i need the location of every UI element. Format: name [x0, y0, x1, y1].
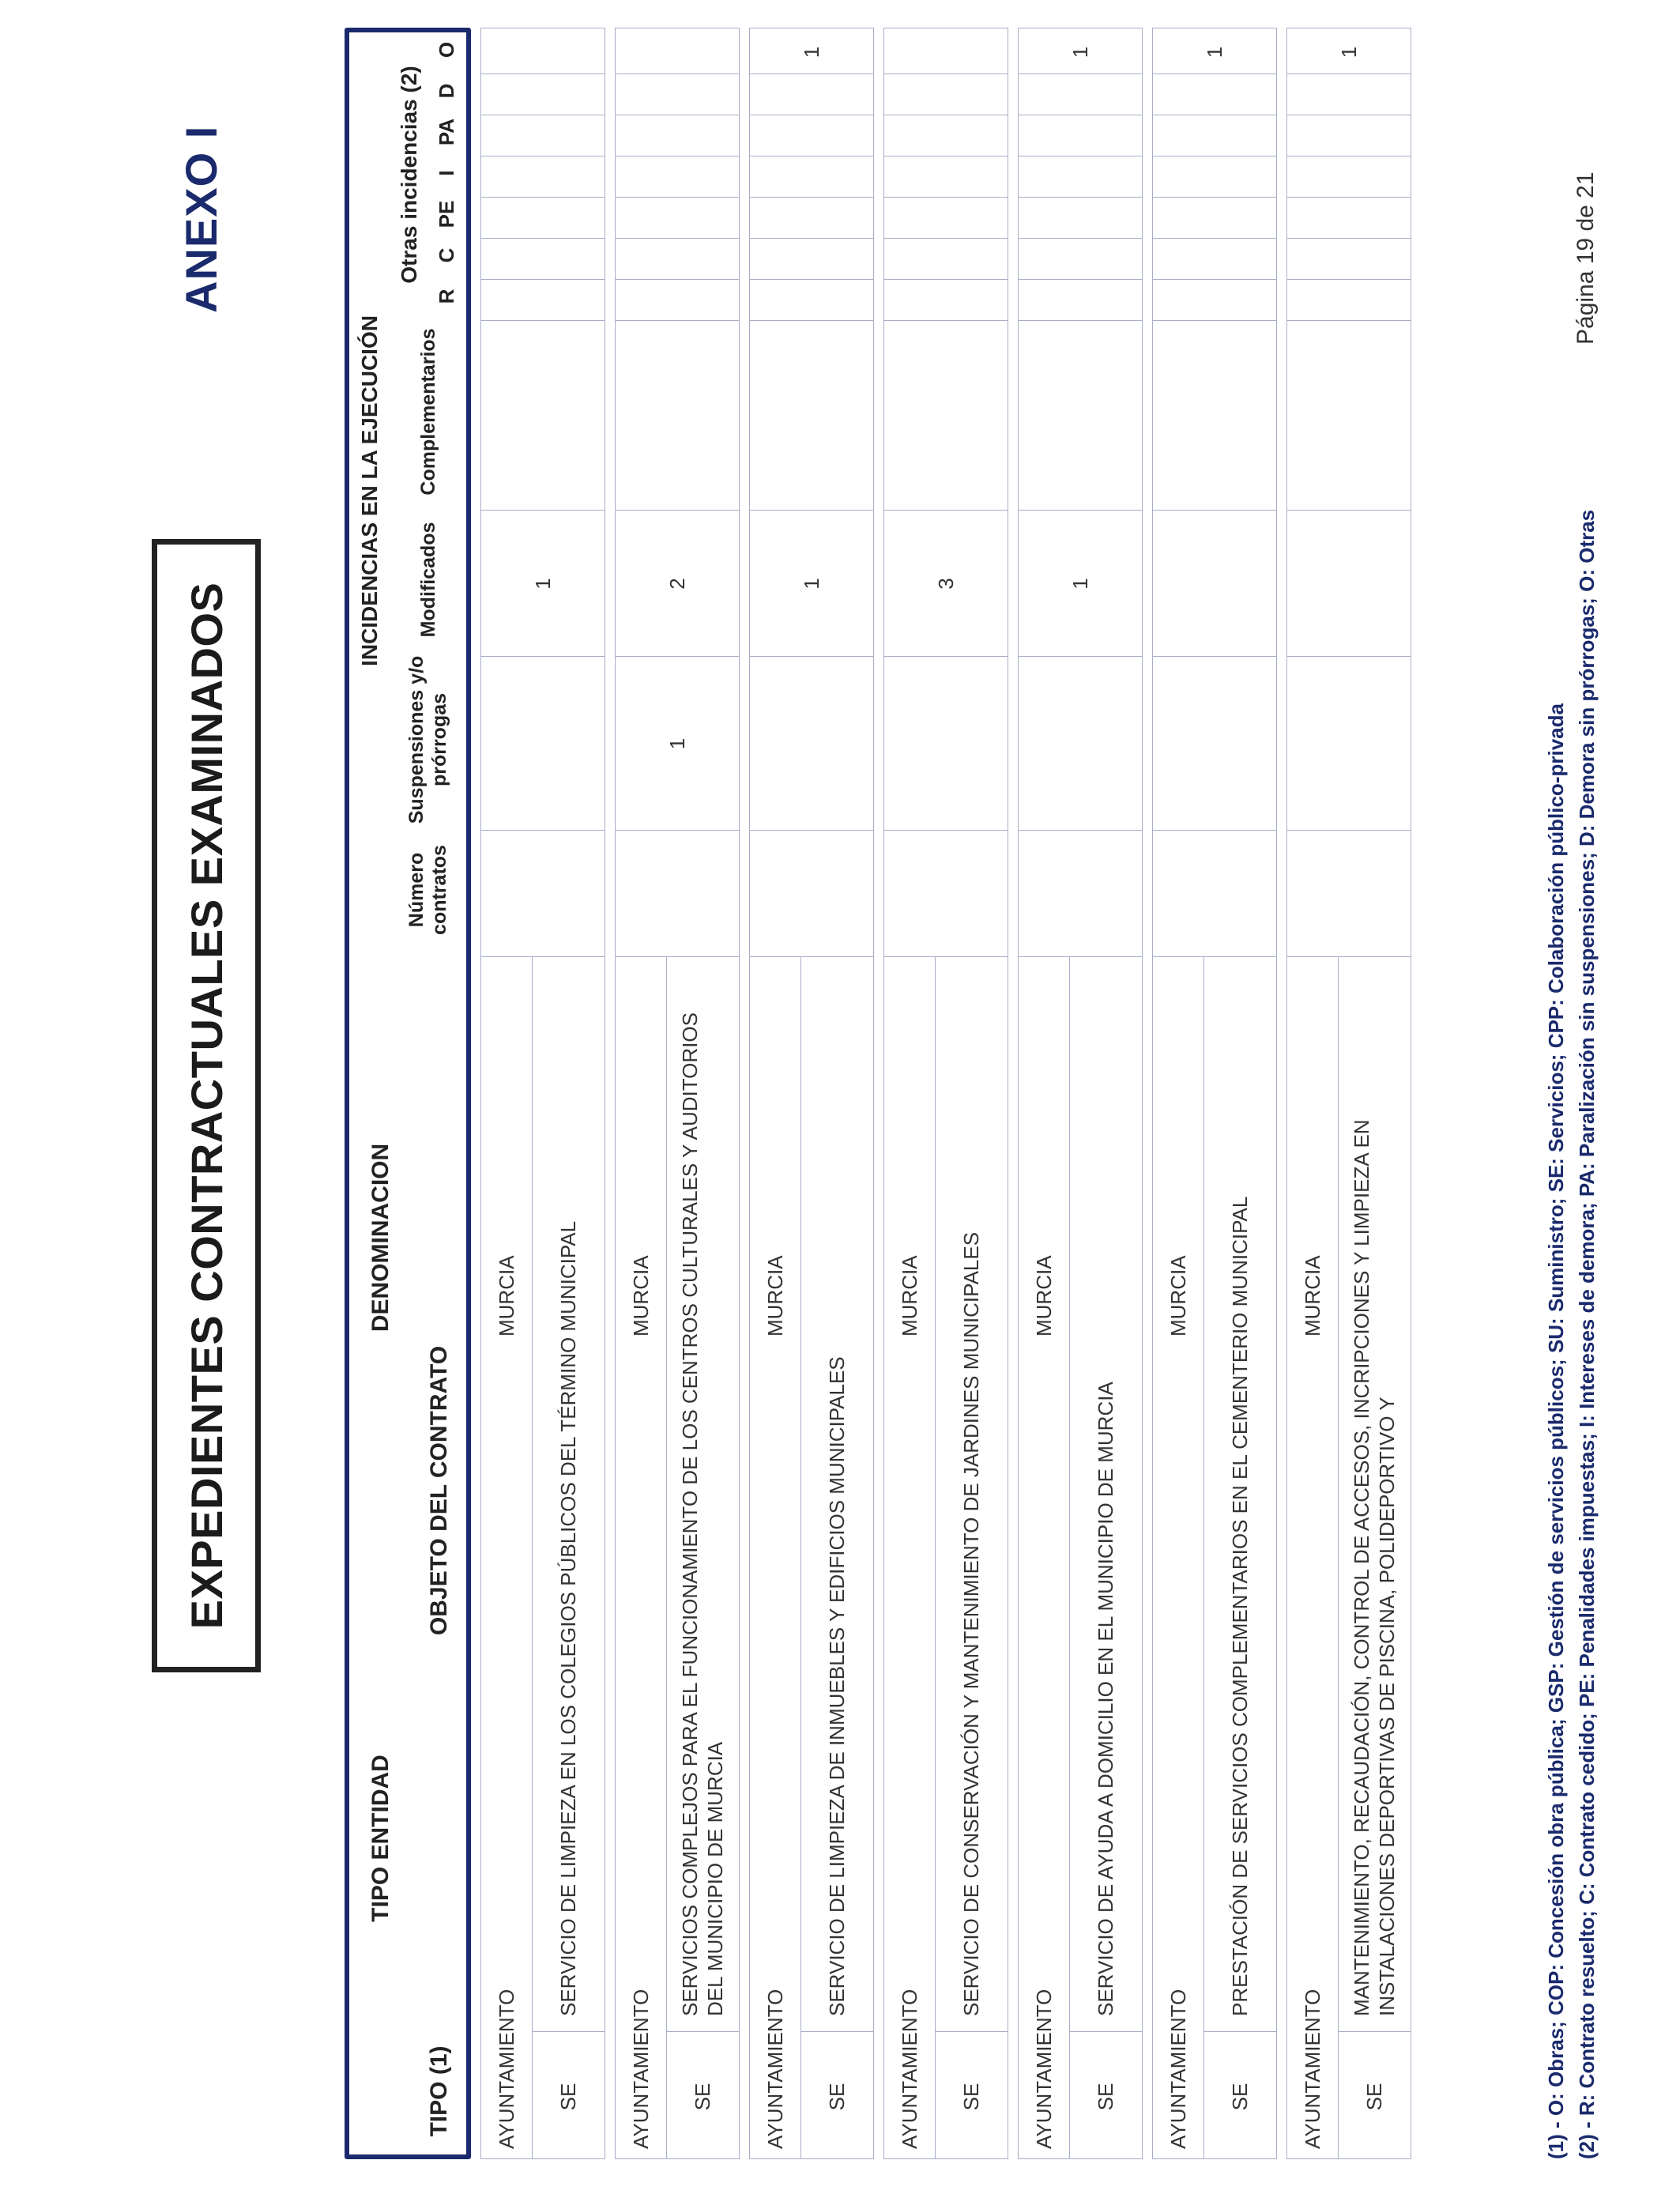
tipo-entidad-cell: AYUNTAMIENTO: [1031, 1989, 1056, 2149]
footnote-1: (1) - O: Obras; COP: Concesión obra pública; GSP: Gestión de servicios públicos; SU: Suministro; SE: Servicios; CPP: Colaboración público-privada: [1544, 703, 1568, 2159]
otras-c-cell: [1287, 239, 1411, 280]
suspensiones-cell: [1287, 657, 1411, 831]
tipo-cell: SE: [1228, 2083, 1252, 2111]
page-number: Página 19 de 21: [1573, 172, 1599, 345]
suspensiones-cell: [1019, 657, 1143, 831]
otras-pe-cell: [884, 198, 1008, 239]
header-col-pe: PE: [435, 200, 459, 228]
header-col-i: I: [435, 170, 459, 176]
objeto-cell: SERVICIO DE LIMPIEZA EN LOS COLEGIOS PÚBLICOS DEL TÉRMINO MUNICIPAL: [556, 1220, 580, 2016]
tipo-cell: SE: [959, 2083, 983, 2111]
column-divider: [800, 2031, 873, 2032]
otras-d-cell: [481, 74, 605, 115]
modificados-cell: [1287, 511, 1411, 657]
tipo-entidad-cell: AYUNTAMIENTO: [628, 1989, 653, 2149]
otras-c-cell: [481, 239, 605, 280]
complementarios-cell: [616, 321, 740, 511]
otras-i-cell: [1153, 156, 1277, 198]
table-row: [1152, 28, 1277, 2159]
otras-o-cell: [884, 30, 1008, 74]
complementarios-cell: [1153, 321, 1277, 511]
header-denominacion: DENOMINACION: [367, 1143, 394, 1333]
otras-r-cell: [750, 280, 874, 321]
tipo-entidad-cell: AYUNTAMIENTO: [494, 1989, 518, 2149]
complementarios-cell: [481, 321, 605, 511]
otras-pa-cell: [1153, 115, 1277, 156]
otras-i-cell: [750, 156, 874, 198]
contracts-table: [345, 25, 1411, 2159]
otras-i-cell: [1019, 156, 1143, 198]
tipo-cell: SE: [1362, 2083, 1386, 2111]
otras-pa-cell: [884, 115, 1008, 156]
table-row: [749, 28, 874, 2159]
suspensiones-cell: 1: [665, 737, 689, 750]
numero-contratos-cell: [750, 831, 874, 957]
tipo-cell: SE: [556, 2083, 580, 2111]
otras-c-cell: [884, 239, 1008, 280]
header-tipo: TIPO (1): [425, 2045, 452, 2137]
denominacion-cell: MURCIA: [1300, 1255, 1324, 1336]
tipo-cell: SE: [691, 2083, 714, 2111]
otras-pa-cell: [1287, 115, 1411, 156]
header-numero-contratos: Número contratos: [405, 845, 450, 935]
modificados-cell: 1: [531, 578, 555, 590]
otras-r-cell: [616, 280, 740, 321]
table-header: [345, 28, 471, 2159]
numero-contratos-cell: [1287, 831, 1411, 957]
row-divider: [935, 957, 936, 2158]
otras-pa-cell: [750, 115, 874, 156]
otras-o-cell: 1: [1203, 46, 1226, 58]
denominacion-cell: MURCIA: [1166, 1255, 1190, 1336]
otras-pe-cell: [1019, 198, 1143, 239]
otras-d-cell: [750, 74, 874, 115]
modificados-cell: 3: [934, 578, 958, 590]
otras-r-cell: [1153, 280, 1277, 321]
tipo-entidad-cell: AYUNTAMIENTO: [897, 1989, 921, 2149]
header-complementarios: Complementarios: [416, 328, 439, 496]
otras-c-cell: [616, 239, 740, 280]
otras-pe-cell: [1287, 198, 1411, 239]
numero-contratos-cell: [616, 831, 740, 957]
page-title: EXPEDIENTES CONTRACTUALES EXAMINADOS: [181, 582, 232, 1630]
otras-c-cell: [1153, 239, 1277, 280]
header-col-d: D: [435, 83, 459, 99]
otras-d-cell: [1019, 74, 1143, 115]
tipo-entidad-cell: AYUNTAMIENTO: [763, 1989, 787, 2149]
otras-pe-cell: [750, 198, 874, 239]
header-objeto: OBJETO DEL CONTRATO: [425, 1345, 452, 1636]
otras-r-cell: [1019, 280, 1143, 321]
header-col-c: C: [435, 247, 459, 263]
row-divider: [800, 957, 801, 2158]
header-col-pa: PA: [435, 118, 459, 146]
objeto-cell: SERVICIO DE CONSERVACIÓN Y MANTENIMIENTO DE JARDINES MUNICIPALES: [959, 1231, 983, 2016]
otras-d-cell: [1287, 74, 1411, 115]
denominacion-cell: MURCIA: [763, 1255, 787, 1336]
objeto-cell: MANTENIMIENTO, RECAUDACIÓN, CONTROL DE ACCESOS, INCRIPCIONES Y LIMPIEZA EN INSTALACIONES DEPORTIVAS DE PISCINA, POLIDEPORTIVO Y: [1350, 1119, 1399, 2016]
denominacion-cell: MURCIA: [494, 1255, 518, 1336]
denominacion-cell: MURCIA: [897, 1255, 921, 1336]
otras-c-cell: [1019, 239, 1143, 280]
complementarios-cell: [1019, 321, 1143, 511]
modificados-cell: 1: [800, 578, 823, 590]
otras-pa-cell: [481, 115, 605, 156]
numero-contratos-cell: [1019, 831, 1143, 957]
denominacion-cell: MURCIA: [1031, 1255, 1056, 1336]
table-row: [1286, 28, 1411, 2159]
denominacion-cell: MURCIA: [628, 1255, 653, 1336]
row-divider: [532, 957, 533, 2158]
table-row: [615, 28, 740, 2159]
tipo-cell: SE: [825, 2083, 849, 2111]
otras-pe-cell: [481, 198, 605, 239]
row-divider: [666, 957, 667, 2158]
tipo-entidad-cell: AYUNTAMIENTO: [1166, 1989, 1190, 2149]
otras-o-cell: 1: [1068, 46, 1092, 58]
table-row: [883, 28, 1008, 2159]
header-modificados: Modificados: [416, 522, 439, 638]
otras-r-cell: [1287, 280, 1411, 321]
otras-c-cell: [750, 239, 874, 280]
table-row: [1018, 28, 1143, 2159]
otras-r-cell: [481, 280, 605, 321]
otras-o-cell: 1: [800, 46, 823, 58]
tipo-entidad-cell: AYUNTAMIENTO: [1300, 1989, 1324, 2149]
otras-o-cell: [616, 30, 740, 74]
column-divider: [1203, 2031, 1276, 2032]
objeto-cell: PRESTACIÓN DE SERVICIOS COMPLEMENTARIOS EN EL CEMENTERIO MUNICIPAL: [1227, 1196, 1252, 2016]
footnote-2: (2) - R: Contrato resuelto; C: Contrato cedido; PE: Penalidades impuestas; I: Intereses de demora; PA: Paralización sin suspensiones; D: Demora sin prórrogas; O: Otras: [1575, 509, 1599, 2159]
tipo-cell: SE: [1094, 2083, 1117, 2111]
title-box: [152, 539, 261, 1672]
objeto-cell: SERVICIO DE AYUDA A DOMICILIO EN EL MUNICIPIO DE MURCIA: [1093, 1382, 1117, 2016]
numero-contratos-cell: [884, 831, 1008, 957]
row-divider: [1203, 957, 1204, 2158]
column-divider: [935, 2031, 1008, 2032]
otras-i-cell: [481, 156, 605, 198]
header-otras-incidencias: Otras incidencias (2): [396, 66, 421, 284]
header-col-o: O: [435, 41, 459, 58]
numero-contratos-cell: [481, 831, 605, 957]
otras-d-cell: [1153, 74, 1277, 115]
otras-o-cell: [481, 30, 605, 74]
header-incidencias: INCIDENCIAS EN LA EJECUCIÓN: [356, 315, 382, 666]
header-tipo-entidad: TIPO ENTIDAD: [367, 1755, 394, 1922]
otras-d-cell: [616, 74, 740, 115]
complementarios-cell: [1287, 321, 1411, 511]
otras-o-cell: 1: [1337, 46, 1361, 58]
otras-pa-cell: [1019, 115, 1143, 156]
row-divider: [1069, 957, 1070, 2158]
suspensiones-cell: [481, 657, 605, 831]
header-col-r: R: [435, 288, 459, 304]
numero-contratos-cell: [1153, 831, 1277, 957]
complementarios-cell: [884, 321, 1008, 511]
suspensiones-cell: [884, 657, 1008, 831]
otras-i-cell: [1287, 156, 1411, 198]
suspensiones-cell: [1153, 657, 1277, 831]
table-body: [480, 25, 1411, 2159]
otras-i-cell: [884, 156, 1008, 198]
table-row: [480, 28, 605, 2159]
column-divider: [532, 2031, 605, 2032]
column-divider: [1338, 2031, 1411, 2032]
complementarios-cell: [750, 321, 874, 511]
column-divider: [1069, 2031, 1142, 2032]
footnotes: [1541, 381, 1603, 2159]
header-suspensiones: Suspensiones y/o prórrogas: [405, 655, 450, 824]
otras-pa-cell: [616, 115, 740, 156]
otras-d-cell: [884, 74, 1008, 115]
objeto-cell: SERVICIOS COMPLEJOS PARA EL FUNCIONAMIENTO DE LOS CENTROS CULTURALES Y AUDITORIOS DEL MUNICIPIO DE MURCIA: [678, 1012, 727, 2016]
suspensiones-cell: [750, 657, 874, 831]
otras-pe-cell: [616, 198, 740, 239]
modificados-cell: 2: [665, 578, 689, 590]
row-divider: [1338, 957, 1339, 2158]
objeto-cell: SERVICIO DE LIMPIEZA DE INMUEBLES Y EDIFICIOS MUNICIPALES: [824, 1356, 849, 2016]
modificados-cell: [1153, 511, 1277, 657]
otras-i-cell: [616, 156, 740, 198]
otras-r-cell: [884, 280, 1008, 321]
column-divider: [666, 2031, 739, 2032]
otras-pe-cell: [1153, 198, 1277, 239]
modificados-cell: 1: [1068, 578, 1092, 590]
annex-label: ANEXO I: [176, 125, 226, 313]
